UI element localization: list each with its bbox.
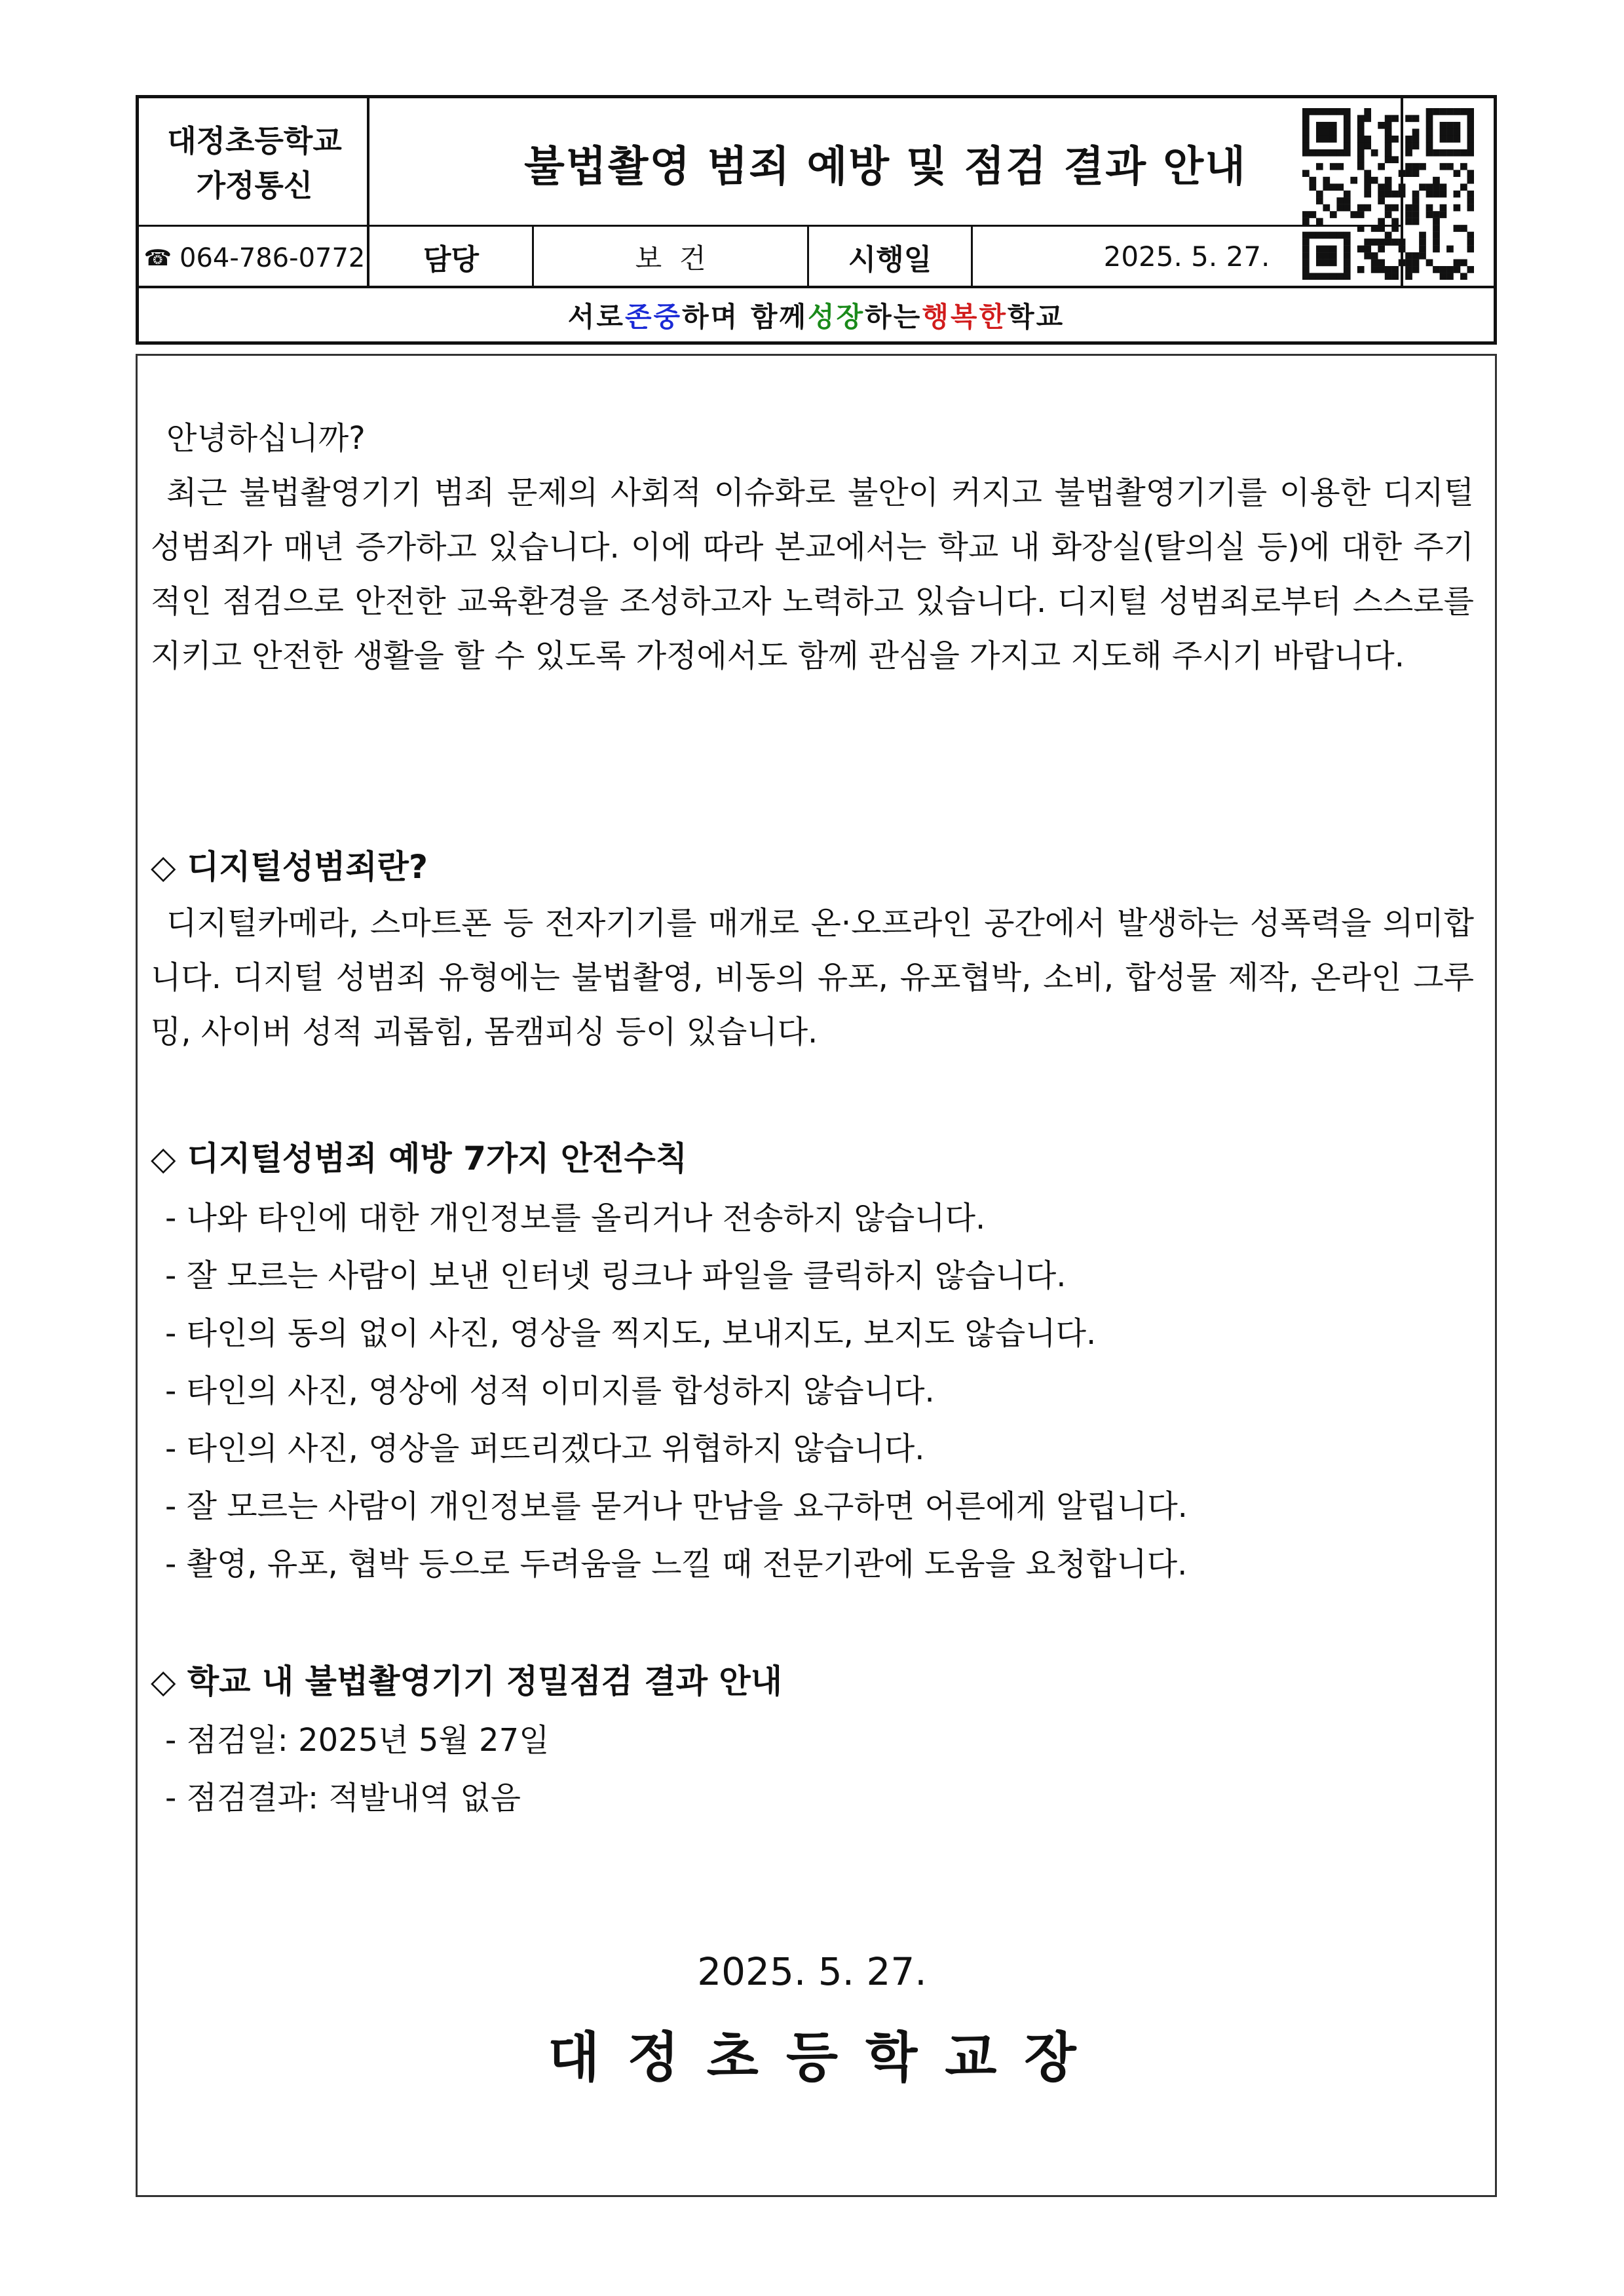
list-item: - 나와 타인에 대한 개인정보를 올리거나 전송하지 않습니다. [165,1200,986,1236]
list-item: - 잘 모르는 사람이 보낸 인터넷 링크나 파일을 클릭하지 않습니다. [165,1257,1067,1294]
footer-date: 2025. 5. 27. [697,1949,927,1994]
motto-respect: 존중 [624,300,683,333]
phone-cell [139,227,370,288]
section-heading-digital-crime: ◇ 디지털성범죄란? [151,848,428,886]
section-heading-inspection: ◇ 학교 내 불법촬영기기 정밀점검 결과 안내 [151,1662,782,1700]
motto-text: 학교 [1008,300,1065,333]
phone-icon: ☎ [143,244,172,271]
school-motto [139,288,1494,341]
date-label: 시행일 [848,242,932,277]
motto-growth: 성장 [808,300,865,333]
motto-text: 서로 [567,300,625,333]
list-item: - 잘 모르는 사람이 개인정보를 묻거나 만남을 요구하면 어른에게 알립니다. [165,1488,1188,1525]
greeting: 안녕하십니까? [166,420,366,457]
section-heading-safety-rules: ◇ 디지털성범죄 예방 7가지 안전수칙 [151,1139,688,1177]
list-item: - 점검결과: 적발내역 없음 [165,1780,521,1816]
manager-value: 보 건 [635,242,706,275]
list-item: - 점검일: 2025년 5월 27일 [165,1722,550,1759]
motto-text: 하며 함께 [682,300,808,333]
list-item: - 타인의 사진, 영상을 퍼뜨리겠다고 위협하지 않습니다. [165,1430,925,1467]
list-item: - 촬영, 유포, 협박 등으로 두려움을 느낄 때 전문기관에 도움을 요청합니다. [165,1546,1188,1582]
header-table [136,95,1497,345]
phone-number: 064-786-0772 [179,242,366,273]
doc-type: 가정통신 [196,167,313,203]
manager-label: 담당 [423,242,479,277]
list-item: - 타인의 동의 없이 사진, 영상을 찍지도, 보내지도, 보지도 않습니다. [165,1315,1097,1352]
intro-paragraph: 최근 불법촬영기기 범죄 문제의 사회적 이슈화로 불안이 커지고 불법촬영기기를 이용한 디지털 성범죄가 매년 증가하고 있습니다. 이에 따라 본교에서는 학교 내 화장실(탈의실 등)에 대한 주기적인 점검으로 안전한 교육환경을 조성하고자 노력하고 있습니다. 디지털 성범죄로부터 스스로를 지키고 안전한 생활을 할 수 있도록 가정에서도 함께 관심을 가지고 지도해 주시기 바랍니다. [151,474,1474,674]
motto-text: 하는 [865,300,922,333]
safety-rules-list [151,1189,1488,1593]
digital-crime-paragraph: 디지털카메라, 스마트폰 등 전자기기를 매개로 온·오프라인 공간에서 발생하는 성폭력을 의미합니다. 디지털 성범죄 유형에는 불법촬영, 비동의 유포, 유포협박, 소비, 합성물 제작, 온라인 그루밍, 사이버 성적 괴롭힘, 몸캠피싱 등이 있습니다. [151,905,1474,1050]
signature: 대정초등학교장 [548,2027,1104,2089]
date-value: 2025. 5. 27. [1103,240,1270,273]
school-cell [139,98,370,227]
list-item: - 타인의 사진, 영상에 성적 이미지를 합성하지 않습니다. [165,1373,935,1409]
motto-happy: 행복한 [922,300,1008,333]
school-name: 대정초등학교 [167,123,342,159]
page-title: 불법촬영 범죄 예방 및 점검 결과 안내 [523,142,1247,191]
inspection-list [151,1712,1488,1827]
